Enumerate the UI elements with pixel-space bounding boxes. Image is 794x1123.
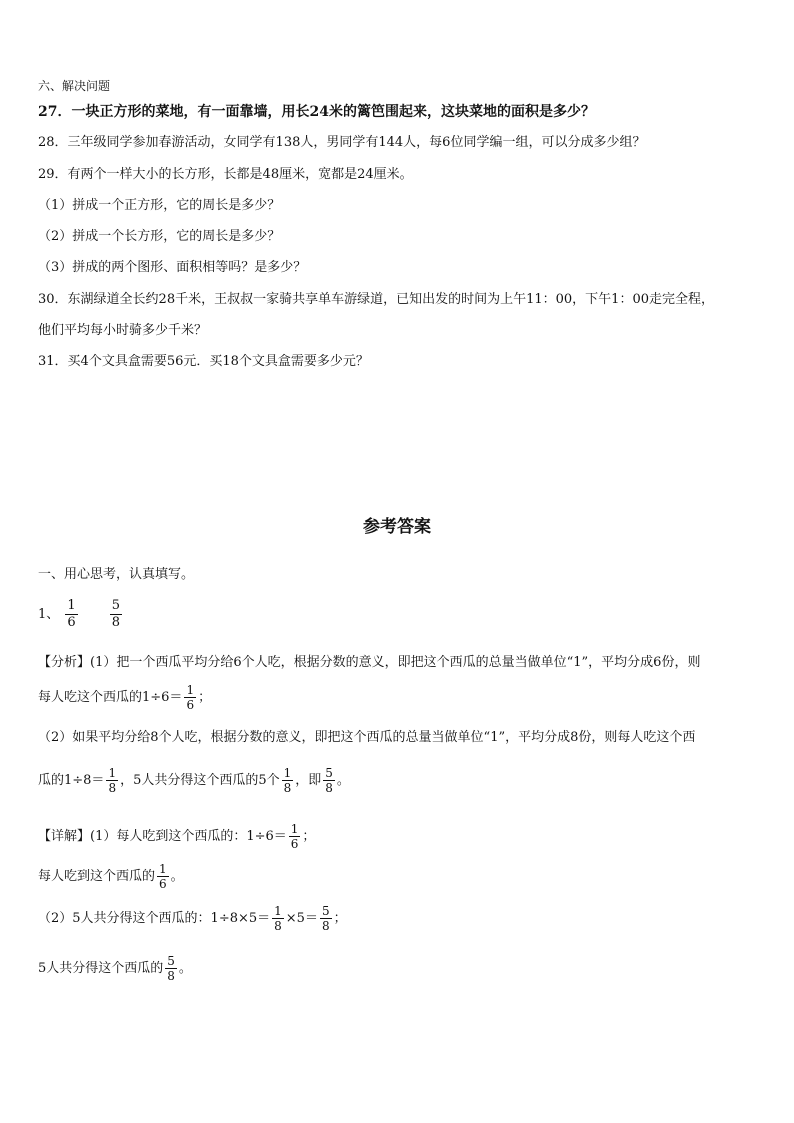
section-heading: 六、解决问题 xyxy=(38,79,111,93)
answer-1 xyxy=(38,598,124,631)
answers-title: 参考答案 xyxy=(363,517,431,537)
fraction: $\frac{1}{6}$ xyxy=(67,598,76,630)
question-28: 28．三年级同学参加春游活动，女同学有138人，男同学有144人，每6位同学编一组，可以分成多少组？ xyxy=(38,135,646,150)
detail-line-1: 【详解】(1）每人吃到这个西瓜的：1÷6＝ $\frac{1}{6}$ ； xyxy=(38,822,316,851)
fraction: $\frac{1}{6}$ xyxy=(159,862,167,891)
answers-section-heading: 一、用心思考，认真填写。 xyxy=(38,567,195,582)
question-29-part-3: （3）拼成的两个图形、面积相等吗？是多少？ xyxy=(38,260,307,275)
fraction: $\frac{1}{6}$ xyxy=(290,822,299,851)
question-29-part-1: （1）拼成一个正方形，它的周长是多少？ xyxy=(38,198,281,213)
question-30-line-1: 30．东湖绿道全长约28千米，王叔叔一家骑共享单车游绿道，已知出发的时间为上午11：00，下午1：00走完全程， xyxy=(38,292,714,307)
question-29-part-2: （2）拼成一个长方形，它的周长是多少？ xyxy=(38,229,281,244)
fraction: $\frac{1}{8}$ xyxy=(274,904,282,933)
detail-line-3: （2）5人共分得这个西瓜的：1÷8×5＝ $\frac{1}{8}$ ×5＝ $\frac{5}{8}$ ； xyxy=(38,904,347,933)
analysis-line-1: 【分析】(1）把一个西瓜平均分给6个人吃，根据分数的意义，即把这个西瓜的总量当做单位“1”，平均分成6份，则 xyxy=(38,655,701,670)
question-29: 29．有两个一样大小的长方形，长都是48厘米，宽都是24厘米。 xyxy=(38,167,413,182)
question-27: 27．一块正方形的菜地，有一面靠墙，用长24米的篱笆围起来，这块菜地的面积是多少？ xyxy=(38,104,595,120)
fraction: $\frac{5}{8}$ xyxy=(111,598,120,630)
fraction: $\frac{5}{8}$ xyxy=(325,766,333,795)
fraction: $\frac{5}{8}$ xyxy=(321,904,330,933)
analysis-line-3: （2）如果平均分给8个人吃，根据分数的意义，即把这个西瓜的总量当做单位“1”，平均分成8份，则每人吃这个西 xyxy=(38,730,696,745)
detail-line-2: 每人吃到这个西瓜的 $\frac{1}{6}$ 。 xyxy=(38,862,184,891)
question-30-line-2: 他们平均每小时骑多少千米？ xyxy=(38,323,208,338)
detail-line-4: 5人共分得这个西瓜的 $\frac{5}{8}$ 。 xyxy=(38,954,192,983)
analysis-line-2: 每人吃这个西瓜的1÷6＝ $\frac{1}{6}$ ； xyxy=(38,683,212,712)
fraction: $\frac{1}{6}$ xyxy=(186,683,195,712)
fraction: $\frac{1}{8}$ xyxy=(108,766,117,795)
analysis-line-4: 瓜的1÷8＝ $\frac{1}{8}$ ，5人共分得这个西瓜的5个 $\frac{1}{8}$ ，即 $\frac{5}{8}$ 。 xyxy=(38,766,350,795)
answer-1-label: 1、 xyxy=(38,607,60,622)
question-31: 31．买4个文具盒需要56元．买18个文具盒需要多少元？ xyxy=(38,354,369,369)
fraction: $\frac{1}{8}$ xyxy=(283,766,292,795)
fraction: $\frac{5}{8}$ xyxy=(167,954,175,983)
